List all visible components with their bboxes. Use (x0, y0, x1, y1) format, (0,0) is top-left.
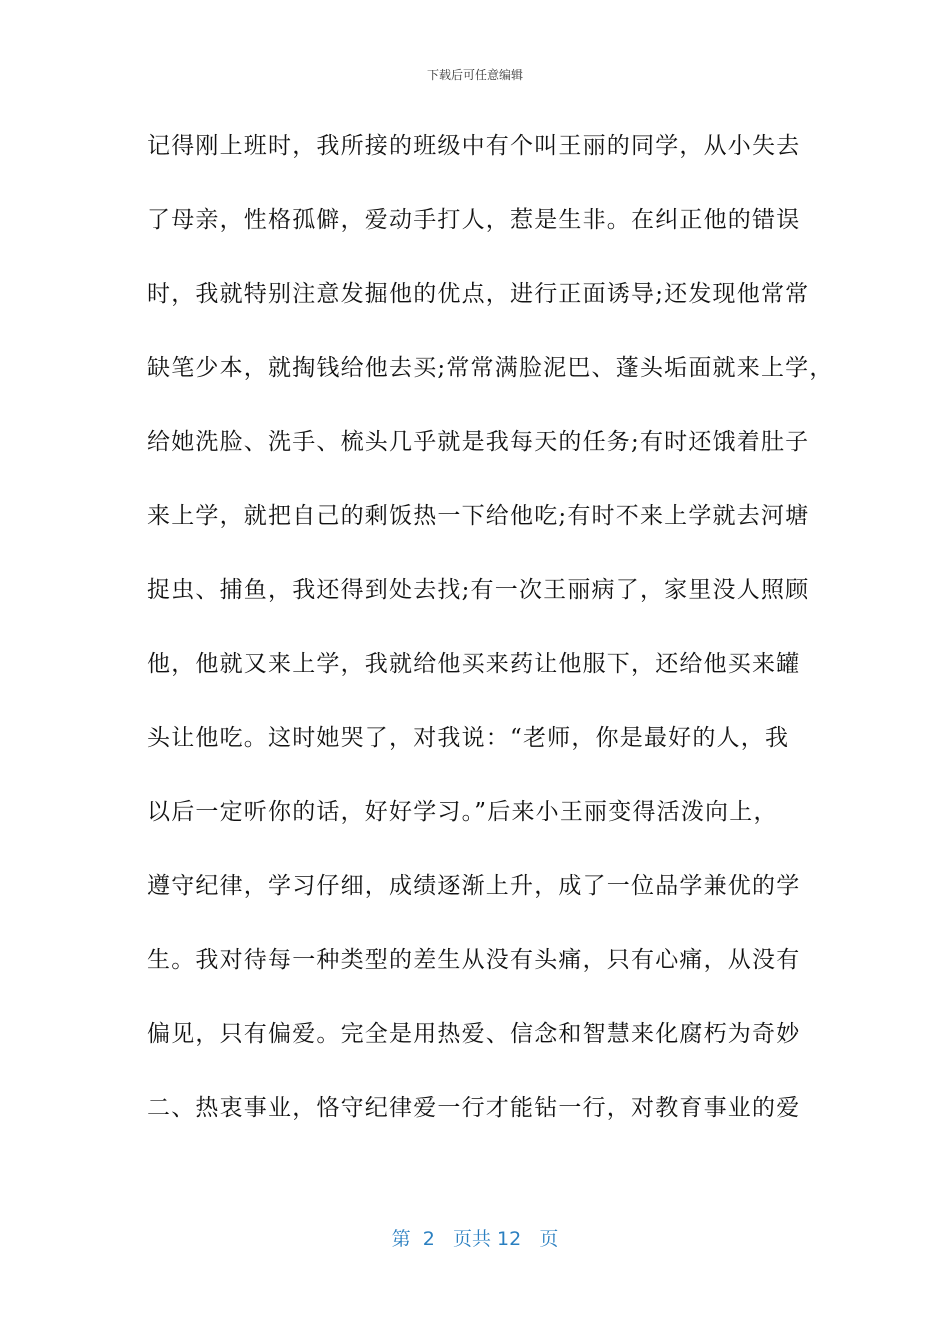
text-line: 记得刚上班时，我所接的班级中有个叫王丽的同学，从小失去 (147, 133, 801, 159)
text-line: 遵守纪律，学习仔细，成绩逐渐上升，成了一位品学兼优的学 (147, 873, 801, 899)
page-footer (0, 1224, 950, 1251)
footer-middle: 页共 (452, 1228, 491, 1250)
text-line: 来上学，就把自己的剩饭热一下给他吃;有时不来上学就去河塘 (147, 503, 810, 529)
footer-prefix: 第 (391, 1228, 411, 1250)
text-line: 给她洗脸、洗手、梳头几乎就是我每天的任务;有时还饿着肚子 (147, 429, 810, 455)
text-line: 他，他就又来上学，我就给他买来药让他服下，还给他买来罐 (147, 651, 801, 677)
page-header: 下载后可任意编辑 (426, 68, 523, 82)
text-line: 了母亲，性格孤僻，爱动手打人，惹是生非。在纠正他的错误 (147, 207, 801, 233)
document-body (147, 127, 834, 1163)
page-number: 2 (422, 1228, 435, 1250)
footer-suffix: 页 (539, 1228, 559, 1250)
text-line: 以后一定听你的话，好好学习。”后来小王丽变得活泼向上， (147, 799, 778, 825)
text-line: 捉虫、捕鱼，我还得到处去找;有一次王丽病了，家里没人照顾 (147, 577, 810, 603)
text-line: 偏见，只有偏爱。完全是用热爱、信念和智慧来化腐朽为奇妙 (147, 1021, 801, 1047)
text-line: 头让他吃。这时她哭了，对我说：“老师，你是最好的人，我 (147, 725, 790, 751)
page-total: 12 (497, 1228, 522, 1250)
text-line: 缺笔少本，就掏钱给他去买;常常满脸泥巴、蓬头垢面就来上学， (147, 355, 834, 381)
text-line: 时，我就特别注意发掘他的优点，进行正面诱导;还发现他常常 (147, 281, 810, 307)
text-line: 生。我对待每一种类型的差生从没有头痛，只有心痛，从没有 (147, 947, 801, 973)
text-line: 二、热衷事业，恪守纪律爱一行才能钻一行，对教育事业的爱 (147, 1095, 801, 1121)
